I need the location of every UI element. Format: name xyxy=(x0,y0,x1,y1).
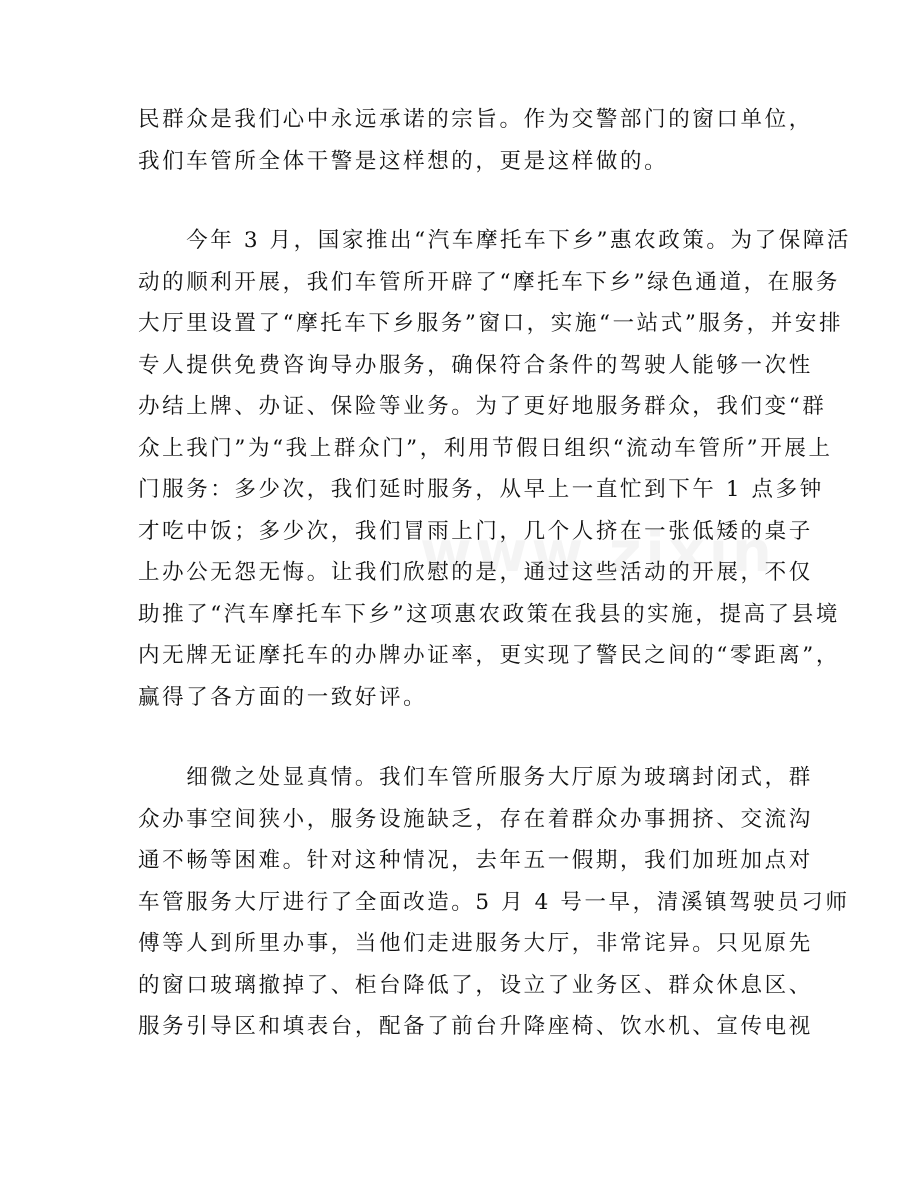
text-line: 众上我门”为“我上群众门”，利用节假日组织“流动车管所”开展上 xyxy=(138,435,833,461)
text-line: 上办公无怨无悔。让我们欣慰的是，通过这些活动的开展，不仅 xyxy=(138,560,813,585)
paragraph xyxy=(138,220,852,718)
text-line: 众办事空间狭小，服务设施缺乏，存在着群众办事拥挤、交流沟 xyxy=(138,806,813,832)
text-line: 服务引导区和填表台，配备了前台升降座椅、饮水机、宣传电视 xyxy=(138,1014,813,1039)
text-line: 车管服务大厅进行了全面改造。5 月 4 号一早，清溪镇驾驶员刁师 xyxy=(138,889,850,915)
document-body xyxy=(138,99,852,1048)
text-line: 内无牌无证摩托车的办牌办证率，更实现了警民之间的“零距离”， xyxy=(138,643,840,668)
text-line: 助推了“汽车摩托车下乡”这项惠农政策在我县的实施，提高了县境 xyxy=(138,601,840,627)
text-line: 今年 3 月，国家推出“汽车摩托车下乡”惠农政策。为了保障活 xyxy=(138,228,852,253)
text-line: 赢得了各方面的一致好评。 xyxy=(138,684,428,710)
text-line: 的窗口玻璃撤掉了、柜台降低了，设立了业务区、群众休息区、 xyxy=(138,972,813,998)
text-line: 门服务：多少次，我们延时服务，从早上一直忙到下午 1 点多钟 xyxy=(138,477,824,502)
text-line: 大厅里设置了“摩托车下乡服务”窗口，实施“一站式”服务，并安排 xyxy=(138,311,844,336)
text-line: 细微之处显真情。我们车管所服务大厅原为玻璃封闭式，群 xyxy=(138,765,813,790)
text-line: 办结上牌、办证、保险等业务。为了更好地服务群众，我们变“群 xyxy=(138,394,827,419)
paragraph xyxy=(138,99,813,182)
paragraph xyxy=(138,757,850,1048)
text-line: 才吃中饭；多少次，我们冒雨上门，几个人挤在一张低矮的桌子 xyxy=(138,518,813,544)
text-line: 傅等人到所里办事，当他们走进服务大厅，非常诧异。只见原先 xyxy=(138,931,813,956)
text-line: 通不畅等困难。针对这种情况，去年五一假期，我们加班加点对 xyxy=(138,848,813,873)
text-line: 我们车管所全体干警是这样想的，更是这样做的。 xyxy=(138,148,669,174)
text-line: 动的顺利开展，我们车管所开辟了“摩托车下乡”绿色通道，在服务 xyxy=(138,269,840,295)
text-line: 民群众是我们心中永远承诺的宗旨。作为交警部门的窗口单位， xyxy=(138,107,813,132)
text-line: 专人提供免费咨询导办服务，确保符合条件的驾驶人能够一次性 xyxy=(138,352,813,378)
